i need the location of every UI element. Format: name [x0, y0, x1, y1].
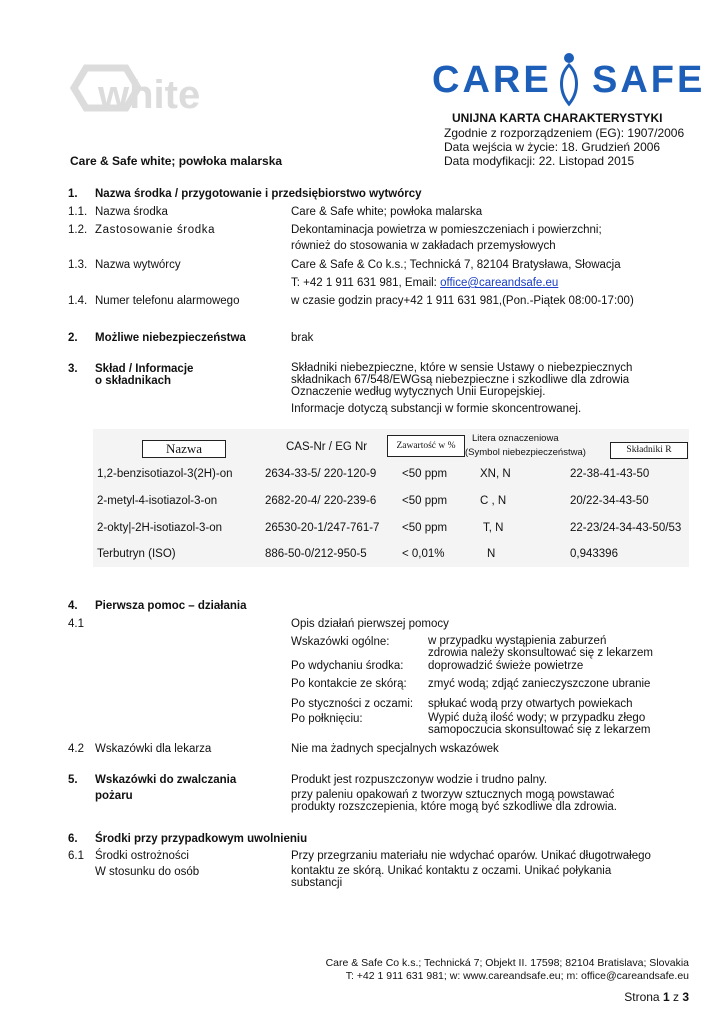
s4-sub-num: 4.1	[68, 618, 84, 630]
s1-r4-label: Numer telefonu alarmowego	[95, 295, 240, 307]
header-letter-1: Litera oznaczeniowa	[472, 433, 559, 444]
s2-title: Możliwe niebezpieczeństwa	[95, 332, 246, 344]
eye-value: spłukać wodą przy otwartych powiekach	[428, 698, 633, 710]
s3-value-4: Informacje dotyczą substancji w formie skoncentrowanej.	[291, 403, 582, 415]
s1-r2-value-1: Dekontaminacja powietrza w pomieszczeniach i powierzchni;	[291, 224, 602, 236]
header-name: Nazwa	[142, 440, 226, 458]
s1-r2-label: Zastosowanie środka	[95, 224, 216, 236]
page-mid: z	[669, 990, 683, 1004]
s6-label-1: Środki ostrożności	[95, 850, 189, 862]
skin-value: zmyć wodą; zdjąć zanieczyszczone ubranie	[428, 678, 651, 690]
document-title: UNIJNA KARTA CHARAKTERYSTYKI	[452, 111, 663, 125]
row-4-name: Terbutryn (ISO)	[97, 548, 176, 560]
phone-email-prefix: T: +42 1 911 631 981, Email:	[291, 277, 441, 289]
row-3-cas: 26530-20-1/247-761-7	[265, 522, 380, 534]
general-value-1: w przypadku wystąpienia zaburzeń	[428, 635, 607, 647]
product-name: Care & Safe white; powłoka malarska	[70, 154, 283, 168]
page-number	[624, 991, 689, 1004]
s1-r3-num: 1.3.	[68, 259, 88, 271]
s1-r3-value-1: Care & Safe & Co k.s.; Technická 7, 82104 Bratysława, Słowacja	[291, 259, 621, 271]
s1-r1-label: Nazwa środka	[95, 206, 168, 218]
s3-title-2: o składnikach	[95, 375, 172, 387]
header-cas: CAS-Nr / EG Nr	[286, 441, 368, 453]
row-3-symbol: T, N	[483, 522, 504, 534]
s1-number: 1.	[68, 188, 78, 200]
s1-r2-num: 1.2.	[68, 224, 88, 236]
header-content: Zawartość w %	[387, 435, 465, 457]
s3-title-1: Skład / Informacje	[95, 363, 194, 375]
s2-number: 2.	[68, 332, 78, 344]
s4-doc-value: Nie ma żadnych specjalnych wskazówek	[291, 743, 499, 755]
s1-r1-value: Care & Safe white; powłoka malarska	[291, 206, 483, 218]
row-3-name: 2-okty|-2H-isotiazol-3-on	[97, 522, 223, 534]
row-4-r: 0,943396	[570, 548, 618, 560]
s1-r4-num: 1.4.	[68, 295, 88, 307]
s4-doc-num: 4.2	[68, 743, 84, 755]
footer-address: Care & Safe Co k.s.; Technická 7; Objekt II. 17598; 82104 Bratislava; Slovakia	[325, 957, 689, 969]
row-1-r: 22-38-41-43-50	[570, 468, 650, 480]
s6-number: 6.	[68, 833, 78, 845]
row-2-content: <50 ppm	[402, 495, 448, 507]
row-4-content: < 0,01%	[402, 548, 445, 560]
s1-r4-value: w czasie godzin pracy+42 1 911 631 981,(Pon.-Piątek 08:00-17:00)	[291, 295, 634, 307]
white-logo-text: white	[98, 73, 201, 117]
effective-date: Data wejścia w życie: 18. Grudzień 2006	[444, 140, 661, 154]
row-1-name: 1,2-benzisotiazol-3(2H)-on	[97, 468, 233, 480]
s1-r3-value-2	[291, 276, 558, 290]
s4-number: 4.	[68, 600, 78, 612]
s4-title: Pierwsza pomoc – działania	[95, 600, 247, 612]
care-logo-text: CARE	[432, 59, 552, 101]
s6-value-1: Przy przegrzaniu materiału nie wdychać oparów. Unikać długotrwałego	[291, 850, 651, 862]
modified-date: Data modyfikacji: 22. Listopad 2015	[444, 154, 635, 168]
header-letter-2: (Symbol niebezpieczeństwa)	[465, 447, 586, 458]
row-2-name: 2-metyl-4-isotiazol-3-on	[97, 495, 218, 507]
general-label: Wskazówki ogólne:	[291, 636, 390, 648]
row-2-r: 20/22-34-43-50	[570, 495, 649, 507]
eye-label: Po styczności z oczami:	[291, 698, 414, 710]
footer-contacts: T: +42 1 911 631 981; w: www.careandsafe.eu; m: office@careandsafe.eu	[345, 970, 689, 982]
page-current: 1	[662, 990, 670, 1004]
s5-value-2: przy paleniu opakowań z tworzyw sztucznych mogą powstawać	[291, 789, 615, 801]
s4-sub-title: Opis działań pierwszej pomocy	[291, 618, 449, 630]
safe-logo-text: SAFE	[592, 59, 706, 101]
email-link[interactable]: office@careandsafe.eu	[440, 277, 559, 289]
swallow-value-2: samopoczucia skonsultować się z lekarzem	[428, 724, 651, 736]
s5-number: 5.	[68, 774, 78, 786]
row-3-r: 22-23/24-34-43-50/53	[570, 522, 682, 534]
s5-title-1: Wskazówki do zwalczania	[95, 774, 237, 786]
swallow-label: Po połknięciu:	[291, 713, 363, 725]
page-prefix: Strona	[624, 990, 663, 1004]
page-total: 3	[682, 990, 689, 1004]
regulation-text: Zgodnie z rozporządzeniem (EG): 1907/2006	[444, 126, 685, 140]
s1-r2-value-2: również do stosowania w zakładach przemysłowych	[291, 240, 556, 252]
s1-r3-label: Nazwa wytwórcy	[95, 259, 181, 271]
s1-r1-num: 1.1.	[68, 206, 88, 218]
s3-value-2: składnikach 67/548/EWGsą niebezpieczne i szkodliwe dla zdrowia	[291, 374, 630, 386]
swallow-value-1: Wypić dużą ilość wody; w przypadku złego	[428, 712, 646, 724]
s6-label-2: W stosunku do osób	[95, 866, 200, 878]
general-value-2: zdrowia należy skonsultować się z lekarzem	[428, 647, 653, 659]
row-1-content: <50 ppm	[402, 468, 448, 480]
row-1-symbol: XN, N	[480, 468, 511, 480]
s5-title-2: pożaru	[95, 790, 133, 802]
figure-icon	[562, 53, 577, 104]
s6-sub-num: 6.1	[68, 850, 84, 862]
s3-value-3: Oznaczenie według wytycznych Unii Europejskiej.	[291, 386, 546, 398]
s2-value: brak	[291, 332, 314, 344]
s3-number: 3.	[68, 363, 78, 375]
row-4-symbol: N	[487, 548, 496, 560]
white-logo	[66, 56, 216, 128]
inhale-label: Po wdychaniu środka:	[291, 660, 404, 672]
s5-value-3: produkty rozszczepienia, które mogą być szkodliwe dla zdrowia.	[291, 801, 617, 813]
s1-title: Nazwa środka / przygotowanie i przedsiębiorstwo wytwórcy	[95, 188, 422, 200]
s6-value-2: kontaktu ze skórą. Unikać kontaktu z oczami. Unikać połykania	[291, 865, 612, 877]
skin-label: Po kontakcie ze skórą:	[291, 678, 407, 690]
row-2-cas: 2682-20-4/ 220-239-6	[265, 495, 377, 507]
s5-value-1: Produkt jest rozpuszczonyw wodzie i trudno palny.	[291, 774, 548, 786]
s3-value-1: Składniki niebezpieczne, które w sensie Ustawy o niebezpiecznych	[291, 362, 633, 374]
row-4-cas: 886-50-0/212-950-5	[265, 548, 367, 560]
care-safe-logo	[432, 48, 706, 108]
s6-title: Środki przy przypadkowym uwolnieniu	[95, 833, 308, 845]
row-1-cas: 2634-33-5/ 220-120-9	[265, 468, 377, 480]
row-3-content: <50 ppm	[402, 522, 448, 534]
s4-doc-label: Wskazówki dla lekarza	[95, 743, 212, 755]
inhale-value: doprowadzić świeże powietrze	[428, 660, 584, 672]
header-r: Składniki R	[610, 442, 688, 459]
s6-value-3: substancji	[291, 877, 343, 889]
row-2-symbol: C , N	[480, 495, 507, 507]
